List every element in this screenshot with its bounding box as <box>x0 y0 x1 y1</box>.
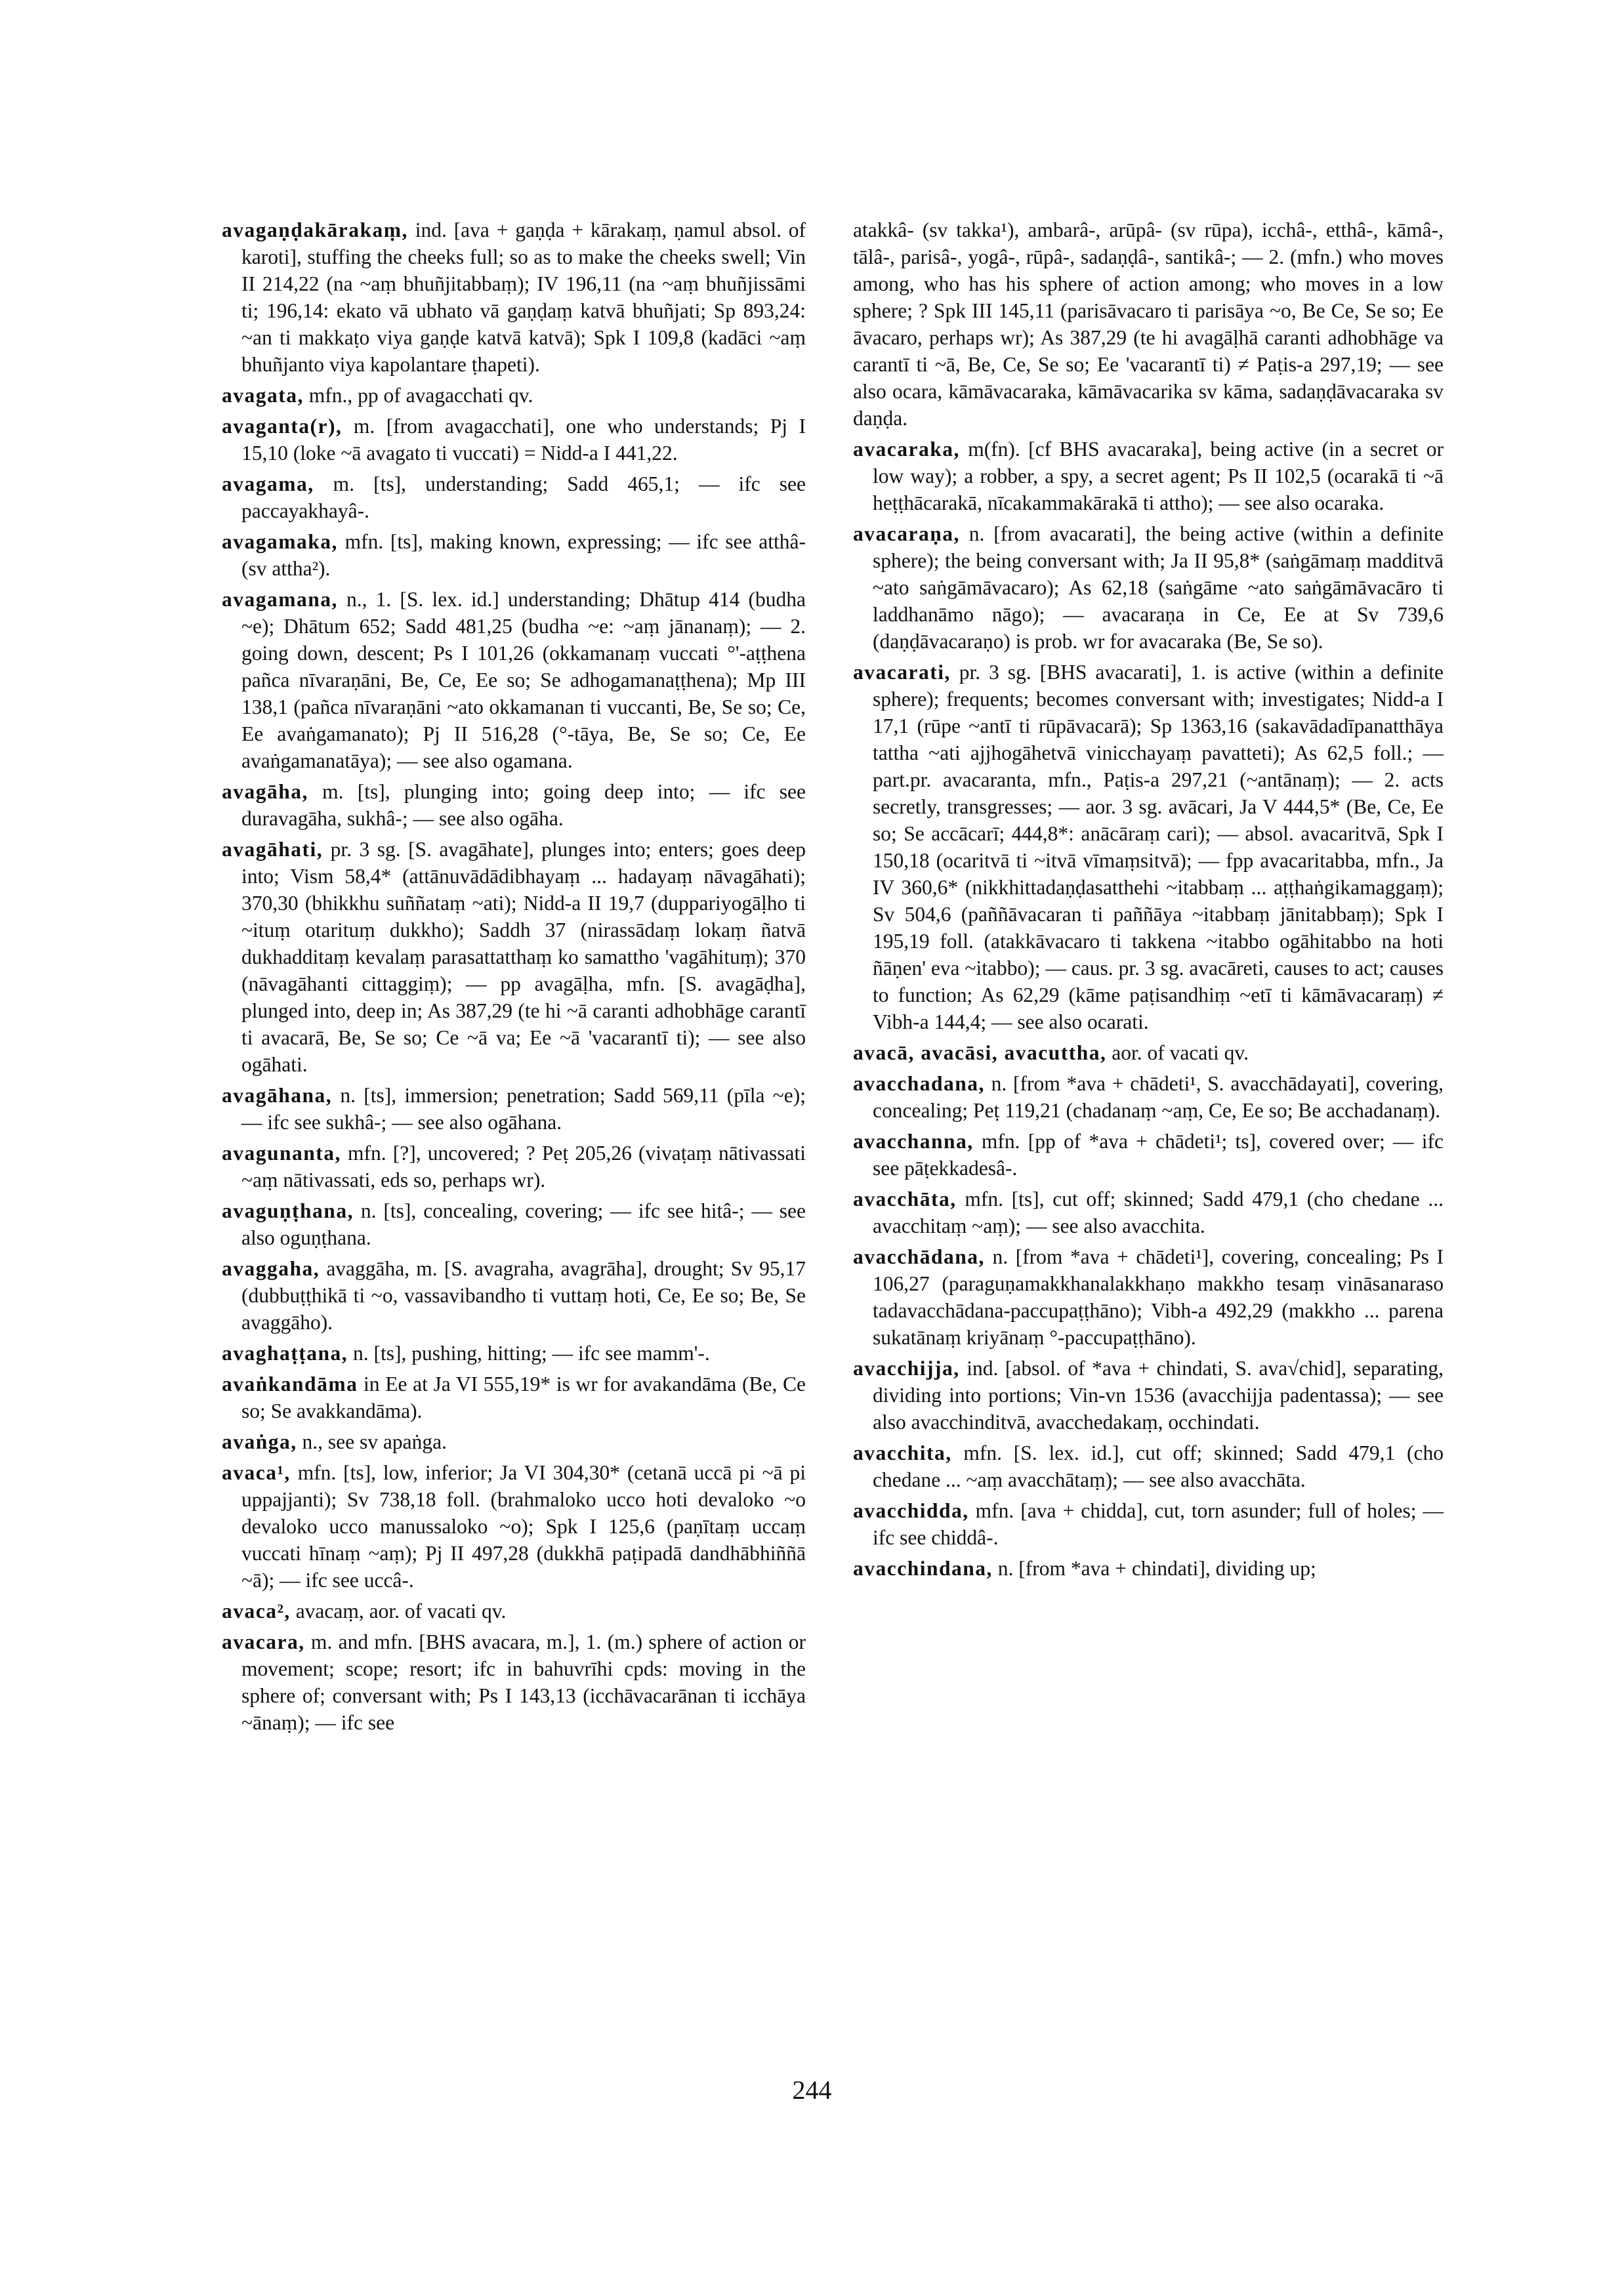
entry-headword: avaguṇṭhana, <box>222 1199 354 1222</box>
dictionary-entry <box>853 1439 1444 1493</box>
entry-headword: avagāhati, <box>222 838 323 861</box>
entry-text: n., see sv apaṅga. <box>302 1430 447 1453</box>
page-number: 244 <box>792 2075 832 2105</box>
dictionary-entry <box>853 1070 1444 1124</box>
entry-text: n. [from *ava + chindati], dividing up; <box>997 1557 1316 1580</box>
entry-text: avacaṃ, aor. of vacati qv. <box>295 1600 507 1623</box>
entry-text: mfn. [?], uncovered; ? Peṭ 205,26 (vivaṭaṃ nātivassati ~aṃ nātivassati, eds so, perhaps wr). <box>241 1142 806 1191</box>
dictionary-entry <box>853 520 1444 655</box>
dictionary-entry <box>222 413 806 466</box>
dictionary-entry <box>222 586 806 774</box>
entry-headword: avagāhana, <box>222 1084 333 1107</box>
entry-headword: avacara, <box>222 1630 305 1653</box>
entry-headword: avacchindana, <box>853 1557 993 1580</box>
entry-headword: avaghaṭṭana, <box>222 1342 348 1365</box>
entry-headword: avagamana, <box>222 588 338 611</box>
entry-text: n. [ts], pushing, hitting; — ifc see mamm'-. <box>353 1342 710 1365</box>
entry-text: n., 1. [S. lex. id.] understanding; Dhātup 414 (budha ~e); Dhātum 652; Sadd 481,25 (budha ~e: ~aṃ jānanaṃ); — 2. going down, descent; Ps I 101,26 (okkamanaṃ vuccati °'-aṭṭhena pañca nīvaraṇāni, Be, Ce, Ee so; Se adhogamanaṭṭhena); Mp III 138,1 (pañca nīvaraṇāni ~ato okkamanan ti vuccanti, Be, Se so; Ce, Ee avaṅgamanato); Pj II 516,28 (°-tāya, Be, Se so; Ce, Ee avaṅgamanatāya); — see also ogamana. <box>241 588 806 772</box>
right-column <box>853 217 1444 1586</box>
dictionary-entry <box>222 470 806 524</box>
dictionary-entry <box>222 1197 806 1251</box>
entry-text: mfn. [ts], making known, expressing; — ifc see atthâ- (sv attha²). <box>241 530 806 580</box>
entry-headword: avacchadana, <box>853 1072 985 1095</box>
dictionary-entry <box>853 1186 1444 1239</box>
dictionary-entry <box>853 1128 1444 1182</box>
entry-headword: avacchijja, <box>853 1357 960 1380</box>
entry-text: m. and mfn. [BHS avacara, m.], 1. (m.) sphere of action or movement; scope; resort; ifc in bahuvrīhi cpds: moving in the sphere of; conversant with; Ps I 143,13 (icchāvacarānan ti icchāya ~ānaṃ); — ifc see <box>241 1630 806 1734</box>
entry-text: n. [ts], immersion; penetration; Sadd 569,11 (pīla ~e); — ifc see sukhâ-; — see also ogāhana. <box>241 1084 806 1134</box>
entry-headword: avagaṇḍakārakaṃ, <box>222 218 408 241</box>
entry-headword: avagunanta, <box>222 1142 341 1165</box>
entry-headword: avacaraṇa, <box>853 522 960 545</box>
entry-text: pr. 3 sg. [BHS avacarati], 1. is active (within a definite sphere); frequents; becomes conversant with; investigates; Nidd-a I 17,1 (rūpe ~antī ti rūpāvacarā); Sp 1363,16 (sakavādadīpanatthāya tattha ~ati ajjhogāhetvā vinicchayaṃ pavatteti); As 62,5 foll.; — part.pr. avacaranta, mfn., Paṭis-a 297,21 (~antānaṃ); — 2. acts secretly, transgresses; — aor. 3 sg. avācari, Ja V 444,5* (Be, Ce, Ee so; Se accācarī; 444,8*: anācāraṃ cari); — absol. avacaritvā, Spk I 150,18 (ocaritvā ti ~itvā vīmaṃsitvā); — fpp avacaritabba, mfn., Ja IV 360,6* (nikkhittadaṇḍasatthehi ~itabbaṃ ... aṭṭhaṅgikamaggaṃ); Sv 504,6 (paññāvacaran ti paññāya ~itabbaṃ jānitabbaṃ); Spk I 195,19 foll. (atakkāvacaro ti takkena ~itabbo ogāhitabbo na hoti ñāṇen' eva ~itabbo); — caus. pr. 3 sg. avacāreti, causes to act; causes to function; As 62,29 (kāme paṭisandhiṃ ~etī ti kāmāvacaraṃ) ≠ Vibh-a 144,4; — see also ocarati. <box>873 661 1444 1033</box>
entry-text: m. [ts], plunging into; going deep into; — ifc see duravagāha, sukhâ-; — see also ogāha. <box>241 780 806 830</box>
entry-headword: avacchidda, <box>853 1499 969 1522</box>
entry-text: mfn. [ts], cut off; skinned; Sadd 479,1 (cho chedane ... avacchitaṃ ~aṃ); — see also avacchita. <box>873 1188 1444 1237</box>
entry-text: m. [ts], understanding; Sadd 465,1; — ifc see paccayakhayâ-. <box>241 472 806 522</box>
entry-headword: avacchāta, <box>853 1188 957 1210</box>
entry-text: m. [from avagacchati], one who understands; Pj I 15,10 (loke ~ā avagato ti vuccati) = Nidd-a I 441,22. <box>241 415 806 465</box>
entry-headword: avaṅga, <box>222 1430 297 1453</box>
entry-text: ind. [ava + gaṇḍa + kārakaṃ, ṇamul absol. of karoti], stuffing the cheeks full; so as to make the cheeks swell; Vin II 214,22 (na ~aṃ bhuñjitabbaṃ); IV 196,11 (na ~aṃ bhuñjissāmi ti; 196,14: ekato vā ubhato vā gaṇḍaṃ katvā bhuñjati; Sp 893,24: ~an ti makkaṭo viya gaṇḍe katvā katvā); Spk I 109,8 (kadāci ~aṃ bhuñjanto viya kapolantare ṭhapeti). <box>241 218 806 376</box>
dictionary-entry <box>222 1140 806 1193</box>
entry-headword: avaggaha, <box>222 1257 320 1280</box>
entry-headword: avagāha, <box>222 780 308 803</box>
dictionary-entry <box>222 1428 806 1455</box>
entry-headword: avagamaka, <box>222 530 338 553</box>
entry-text: mfn. [pp of *ava + chādeti¹; ts], covered over; — ifc see pāṭekkadesâ-. <box>873 1130 1444 1180</box>
dictionary-entry <box>222 1628 806 1736</box>
entry-headword: avacaraka, <box>853 438 960 461</box>
dictionary-entry <box>853 217 1444 432</box>
entry-text: n. [ts], concealing, covering; — ifc see hitâ-; — see also oguṇṭhana. <box>241 1199 806 1249</box>
dictionary-entry <box>222 836 806 1078</box>
entry-headword: avacarati, <box>853 661 951 684</box>
entry-headword: avacā, avacāsi, avacuttha, <box>853 1041 1107 1064</box>
entry-headword: avacchita, <box>853 1441 952 1464</box>
entry-headword: avaca¹, <box>222 1461 291 1484</box>
dictionary-entry <box>853 1555 1444 1582</box>
entry-headword: avaca², <box>222 1600 291 1623</box>
dictionary-entry <box>222 1598 806 1624</box>
dictionary-entry <box>222 1459 806 1594</box>
dictionary-entry <box>853 1243 1444 1351</box>
dictionary-entry <box>853 436 1444 516</box>
entry-headword: avaganta(r), <box>222 415 343 438</box>
entry-text: mfn. [ava + chidda], cut, torn asunder; full of holes; — ifc see chiddâ-. <box>873 1499 1444 1549</box>
dictionary-entry <box>222 1255 806 1336</box>
dictionary-entry <box>222 217 806 378</box>
entry-headword: avaṅkandāma <box>222 1373 358 1396</box>
entry-text: n. [from *ava + chādeti¹], covering, concealing; Ps I 106,27 (paraguṇamakkhanalakkhaṇo makkho tesaṃ vināsanaraso tadavacchādana-paccupaṭṭhāno); Vibh-a 492,29 (makkho ... parena sukatānaṃ kriyānaṃ °-paccupaṭṭhāno). <box>873 1245 1444 1349</box>
entry-headword: avagama, <box>222 472 314 495</box>
dictionary-entry <box>222 1371 806 1424</box>
left-column <box>222 217 806 1740</box>
entry-headword: avacchanna, <box>853 1130 974 1153</box>
dictionary-entry <box>222 1340 806 1367</box>
entry-text: n. [from *ava + chādeti¹, S. avacchādayati], covering, concealing; Peṭ 119,21 (chadanaṃ ~aṃ, Ce, Ee so; Be acchadanaṃ). <box>873 1072 1444 1122</box>
entry-text: atakkâ- (sv takka¹), ambarâ-, arūpâ- (sv rūpa), icchâ-, etthâ-, kāmâ-, tālâ-, parisâ-, yogâ-, rūpâ-, sadaṇḍâ-, santikâ-; — 2. (mfn.) who moves among, who has his sphere of action among; who moves in a low sphere; ? Spk III 145,11 (parisāvacaro ti parisāya ~o, Be Ce, Se so; Ee āvacaro, perhaps wr); As 387,29 (te hi avagāḷhā caranti adhobhāge va carantī ti ~ā, Be, Ce, Se so; Ee 'vacarantī ti) ≠ Paṭis-a 297,19; — see also ocara, kāmāvacaraka, kāmāvacarika sv kāma, sadaṇḍāvacaraka sv daṇḍa. <box>853 218 1444 430</box>
dictionary-entry <box>222 382 806 409</box>
entry-text: m(fn). [cf BHS avacaraka], being active (in a secret or low way); a robber, a spy, a secret agent; Ps II 102,5 (ocarakā ti ~ā heṭṭhācarakā, nīcakammakārakā ti attho); — see also ocaraka. <box>873 438 1444 514</box>
dictionary-entry <box>222 778 806 832</box>
entry-text: pr. 3 sg. [S. avagāhate], plunges into; enters; goes deep into; Vism 58,4* (attānuvādādibhayaṃ ... hadayaṃ nāvagāhati); 370,30 (bhikkhu suññataṃ ~ati); Nidd-a II 19,7 (duppariyogāḷho ti ~ituṃ otarituṃ dukkho); Saddh 37 (nirassādaṃ lokaṃ ñatvā dukhadditaṃ kevalaṃ parasattatthaṃ ko samattho 'vagāhituṃ); 370 (nāvagāhanti cittaggiṃ); — pp avagāḷha, mfn. [S. avagāḍha], plunged into, deep in; As 387,29 (te hi ~ā caranti adhobhāge carantī ti avacarā, Be, Se so; Ce ~ā va; Ee ~ā 'vacarantī ti); — see also ogāhati. <box>241 838 806 1076</box>
entry-text: ind. [absol. of *ava + chindati, S. ava√chid], separating, dividing into portions; Vin-vn 1536 (avacchijja padentassa); — see also avacchinditvā, avacchedakaṃ, occhindati. <box>873 1357 1444 1434</box>
dictionary-entry <box>222 528 806 582</box>
entry-text: mfn. [S. lex. id.], cut off; skinned; Sadd 479,1 (cho chedane ... ~aṃ avacchātaṃ); — see also avacchāta. <box>873 1441 1444 1491</box>
entry-text: mfn., pp of avagacchati qv. <box>308 384 533 407</box>
entry-text: aor. of vacati qv. <box>1112 1041 1249 1064</box>
entry-text: avaggāha, m. [S. avagraha, avagrāha], drought; Sv 95,17 (dubbuṭṭhikā ti ~o, vassavibandho ti vuttaṃ hoti, Ce, Ee so; Be, Se avaggāho). <box>241 1257 806 1334</box>
dictionary-entry <box>222 1082 806 1136</box>
entry-text: n. [from avacarati], the being active (within a definite sphere); the being conversant with; Ja II 95,8* (saṅgāmaṃ madditvā ~ato saṅgāmāvacaro); As 62,18 (saṅgāme ~ato saṅgāmāvacāro ti laddhanāmo nāgo); — avacaraṇa in Ce, Ee at Sv 739,6 (daṇḍāvacaraṇo) is prob. wr for avacaraka (Be, Se so). <box>873 522 1444 653</box>
entry-headword: avagata, <box>222 384 304 407</box>
entry-headword: avacchādana, <box>853 1245 985 1268</box>
dictionary-entry <box>853 1039 1444 1066</box>
dictionary-entry <box>853 1355 1444 1436</box>
entry-text: in Ee at Ja VI 555,19* is wr for avakandāma (Be, Ce so; Se avakkandāma). <box>241 1373 806 1422</box>
entry-text: mfn. [ts], low, inferior; Ja VI 304,30* (cetanā uccā pi ~ā pi uppajjanti); Sv 738,18 foll. (brahmaloko ucco hoti devaloko ~o devaloko ucco manussaloko ~o); Spk I 125,6 (paṇītaṃ uccaṃ vuccati hīnaṃ ~aṃ); Pj II 497,28 (dukkhā paṭipadā dandhābhiññā ~ā); — ifc see uccâ-. <box>241 1461 806 1592</box>
dictionary-entry <box>853 1497 1444 1551</box>
dictionary-entry <box>853 659 1444 1035</box>
